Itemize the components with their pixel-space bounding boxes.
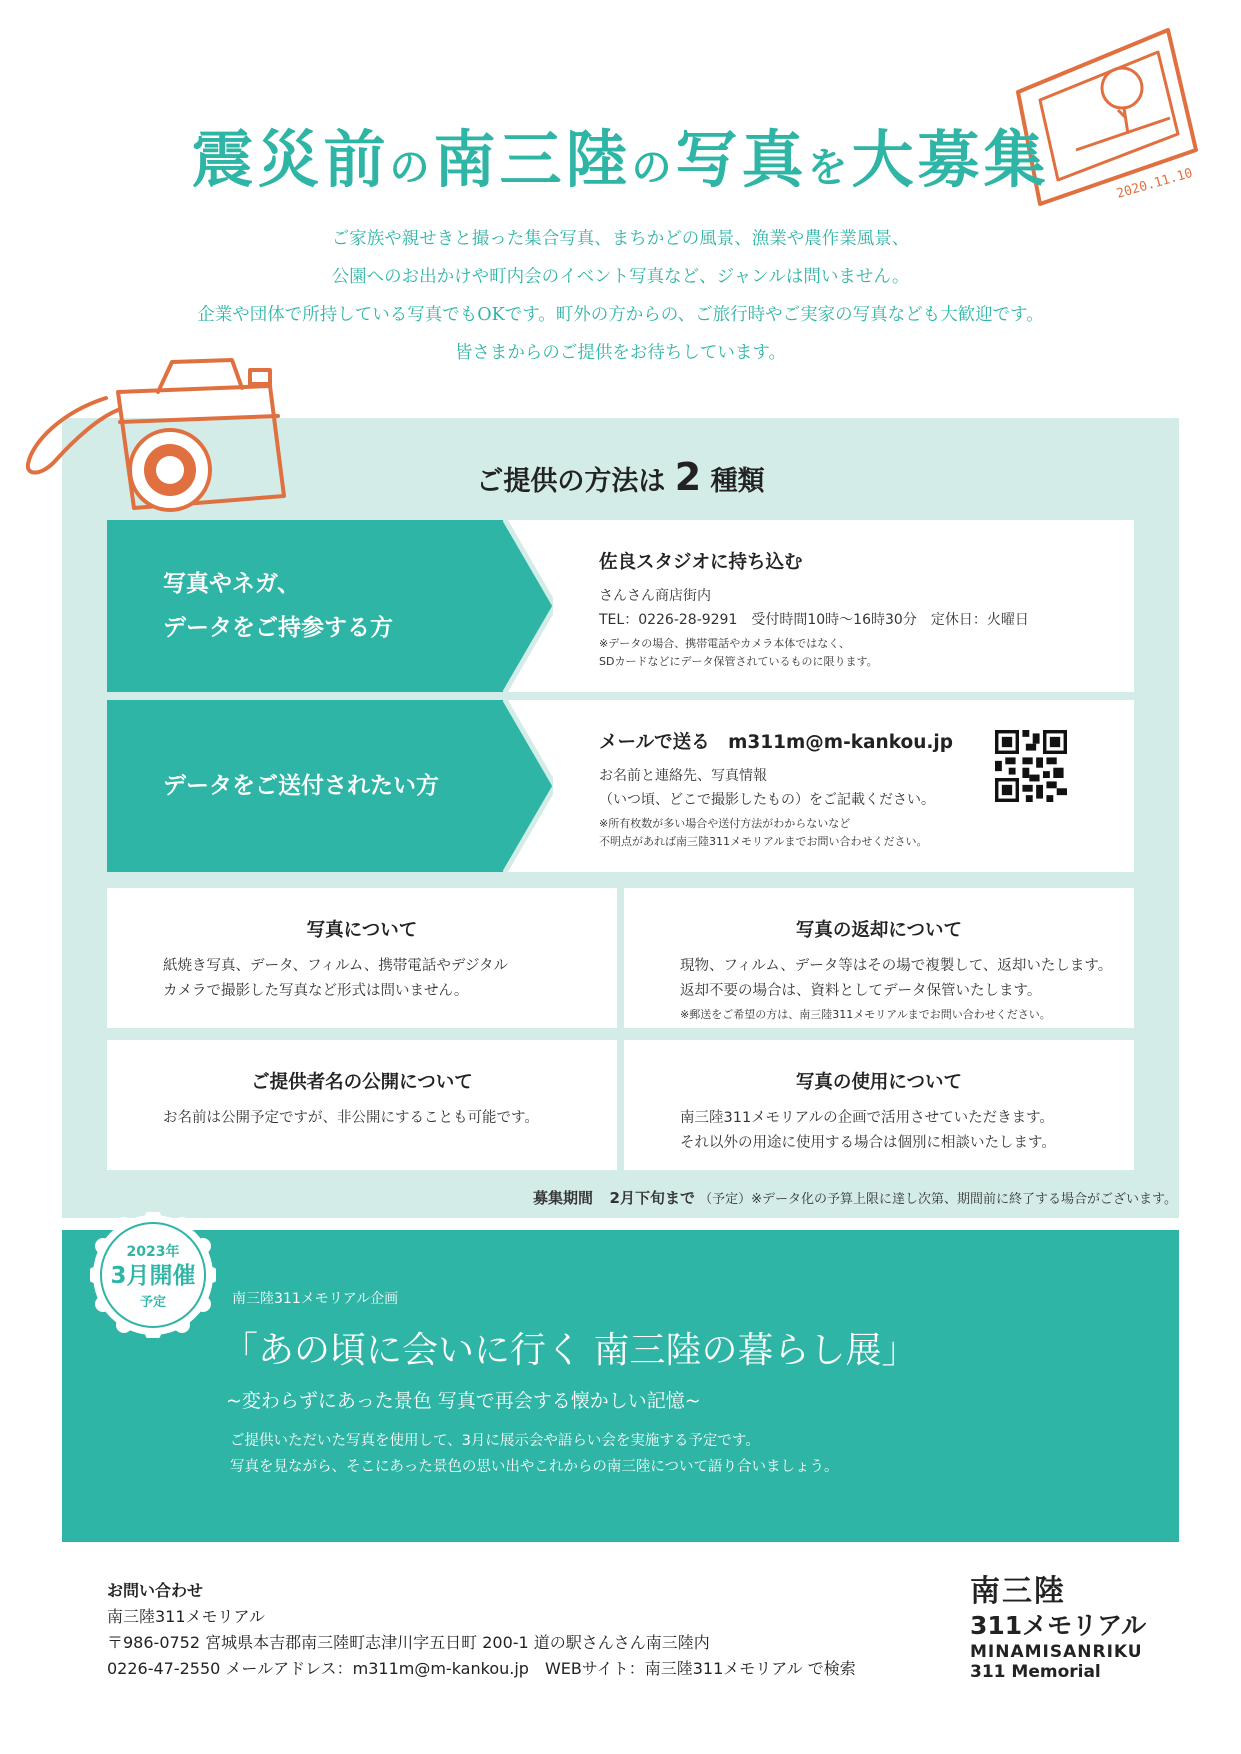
method-label-line: データをご送付されたい方 — [163, 773, 439, 799]
info-box-line: 紙焼き写真、データ、フィルム、携帯電話やデジタル — [163, 958, 508, 974]
info-box-photos — [107, 888, 617, 1028]
method-label — [163, 520, 393, 692]
method-label-line: 写真やネガ、 — [163, 571, 301, 597]
event-date-badge — [90, 1212, 216, 1338]
info-box-title: 写真の返却について — [795, 920, 963, 941]
heading-number: 2 — [674, 455, 702, 499]
title-part: 大募集 — [851, 123, 1050, 196]
period-note: （予定）※データ化の予算上限に達し次第、期間前に終了する場合がございます。 — [699, 1192, 1177, 1207]
title-part: 写真 — [675, 123, 808, 196]
info-box-line: それ以外の用途に使用する場合は個別に相談いたします。 — [680, 1135, 1056, 1151]
method-note: ※所有枚数が多い場合や送付方法がわからないなど — [599, 817, 851, 830]
intro-line: 皆さまからのご提供をお待ちしています。 — [454, 343, 787, 363]
qr-code[interactable] — [995, 730, 1067, 802]
event-organizer: 南三陸311メモリアル企画 — [232, 1291, 399, 1307]
recruitment-period — [533, 1187, 1177, 1208]
method-line: さんさん商店街内 — [599, 588, 711, 604]
info-box-title: 写真について — [306, 920, 418, 941]
method-label — [163, 700, 439, 872]
logo-line: MINAMISANRIKU — [970, 1642, 1143, 1662]
method-note: SDカードなどにデータ保管されているものに限ります。 — [599, 655, 878, 668]
footer-contact: 0226-47-2550 メールアドレス：m311m@m-kankou.jp WEBサイト：南三陸311メモリアル で検索 — [107, 1659, 856, 1678]
page-title — [0, 110, 1241, 199]
method-row-email — [107, 700, 1134, 872]
methods-heading — [0, 455, 1241, 499]
period-value: 2月下旬まで — [609, 1189, 695, 1207]
method-line: TEL：0226-28-9291 受付時間10時～16時30分 定休日：火曜日 — [599, 612, 1029, 628]
heading-pre: ご提供の方法は — [476, 466, 666, 497]
title-part: 南三陸 — [433, 123, 632, 196]
event-desc-line: 写真を見ながら、そこにあった景色の思い出やこれからの南三陸について語り合いましょう。 — [230, 1459, 839, 1475]
intro-text — [0, 220, 1241, 372]
event-desc-line: ご提供いただいた写真を使用して、3月に展示会や語らい会を実施する予定です。 — [230, 1433, 760, 1449]
info-box-title: 写真の使用について — [795, 1072, 963, 1093]
badge-note: 予定 — [139, 1294, 166, 1310]
info-box-name-disclosure — [107, 1040, 617, 1170]
logo-line: 311メモリアル — [970, 1611, 1147, 1640]
method-label-area — [107, 700, 548, 872]
info-box-line: 南三陸311メモリアルの企画で活用させていただきます。 — [680, 1110, 1054, 1126]
method-title: メールで送る m311m@m-kankou.jp — [599, 732, 954, 753]
logo-line: 311 Memorial — [970, 1662, 1101, 1682]
contact-footer — [107, 1578, 856, 1682]
intro-line: 企業や団体で所持している写真でもOKです。町外の方からの、ご旅行時やご実家の写真なども大歓迎です。 — [197, 305, 1044, 325]
info-box-line: カメラで撮影した写真など形式は問いません。 — [163, 983, 469, 999]
event-description — [230, 1428, 839, 1480]
method-line: （いつ頃、どこで撮影したもの）をご記載ください。 — [599, 792, 935, 808]
method-note: 不明点があれば南三陸311メモリアルまでお問い合わせください。 — [599, 835, 928, 848]
title-part: を — [807, 144, 852, 191]
info-box-line: 返却不要の場合は、資料としてデータ保管いたします。 — [680, 983, 1042, 999]
intro-line: ご家族や親せきと撮った集合写真、まちかどの風景、漁業や農作業風景、 — [331, 229, 910, 249]
info-box-title: ご提供者名の公開について — [251, 1072, 473, 1093]
heading-post: 種類 — [710, 466, 765, 497]
method-label-area — [107, 520, 548, 692]
logo-line: 南三陸 — [970, 1574, 1066, 1609]
method-note: ※データの場合、携帯電話やカメラ本体ではなく、 — [599, 637, 850, 650]
badge-year: 2023年 — [126, 1243, 180, 1260]
title-part: の — [631, 144, 676, 191]
method-row-bring — [107, 520, 1134, 692]
badge-month: 3月開催 — [110, 1262, 196, 1289]
method-label-line: データをご持参する方 — [163, 615, 393, 641]
info-box-line: お名前は公開予定ですが、非公開にすることも可能です。 — [163, 1110, 539, 1126]
info-box-line: 現物、フィルム、データ等はその場で複製して、返却いたします。 — [680, 958, 1113, 974]
info-box-return — [624, 888, 1134, 1028]
memorial-logo — [970, 1574, 1146, 1682]
title-part: 震災前 — [191, 123, 390, 196]
info-box-usage — [624, 1040, 1134, 1170]
intro-line: 公園へのお出かけや町内会のイベント写真など、ジャンルは問いません。 — [331, 267, 910, 287]
title-part: の — [389, 144, 434, 191]
method-title: 佐良スタジオに持ち込む — [599, 552, 803, 573]
method-details — [599, 548, 1119, 671]
stamp-date: 2020.11.10 — [1114, 165, 1195, 202]
event-title: 「あの頃に会いに行く 南三陸の暮らし展」 — [222, 1330, 918, 1371]
footer-label: お問い合わせ — [107, 1581, 204, 1600]
info-box-note: ※郵送をご希望の方は、南三陸311メモリアルまでお問い合わせください。 — [680, 1008, 1051, 1021]
method-line: お名前と連絡先、写真情報 — [599, 768, 767, 784]
period-label: 募集期間 — [533, 1189, 594, 1207]
footer-address: 〒986-0752 宮城県本吉郡南三陸町志津川字五日町 200-1 道の駅さんさん南三陸内 — [107, 1633, 710, 1652]
footer-org-name: 南三陸311メモリアル — [107, 1607, 265, 1626]
event-subtitle: ~変わらずにあった景色 写真で再会する懐かしい記憶~ — [226, 1390, 701, 1412]
